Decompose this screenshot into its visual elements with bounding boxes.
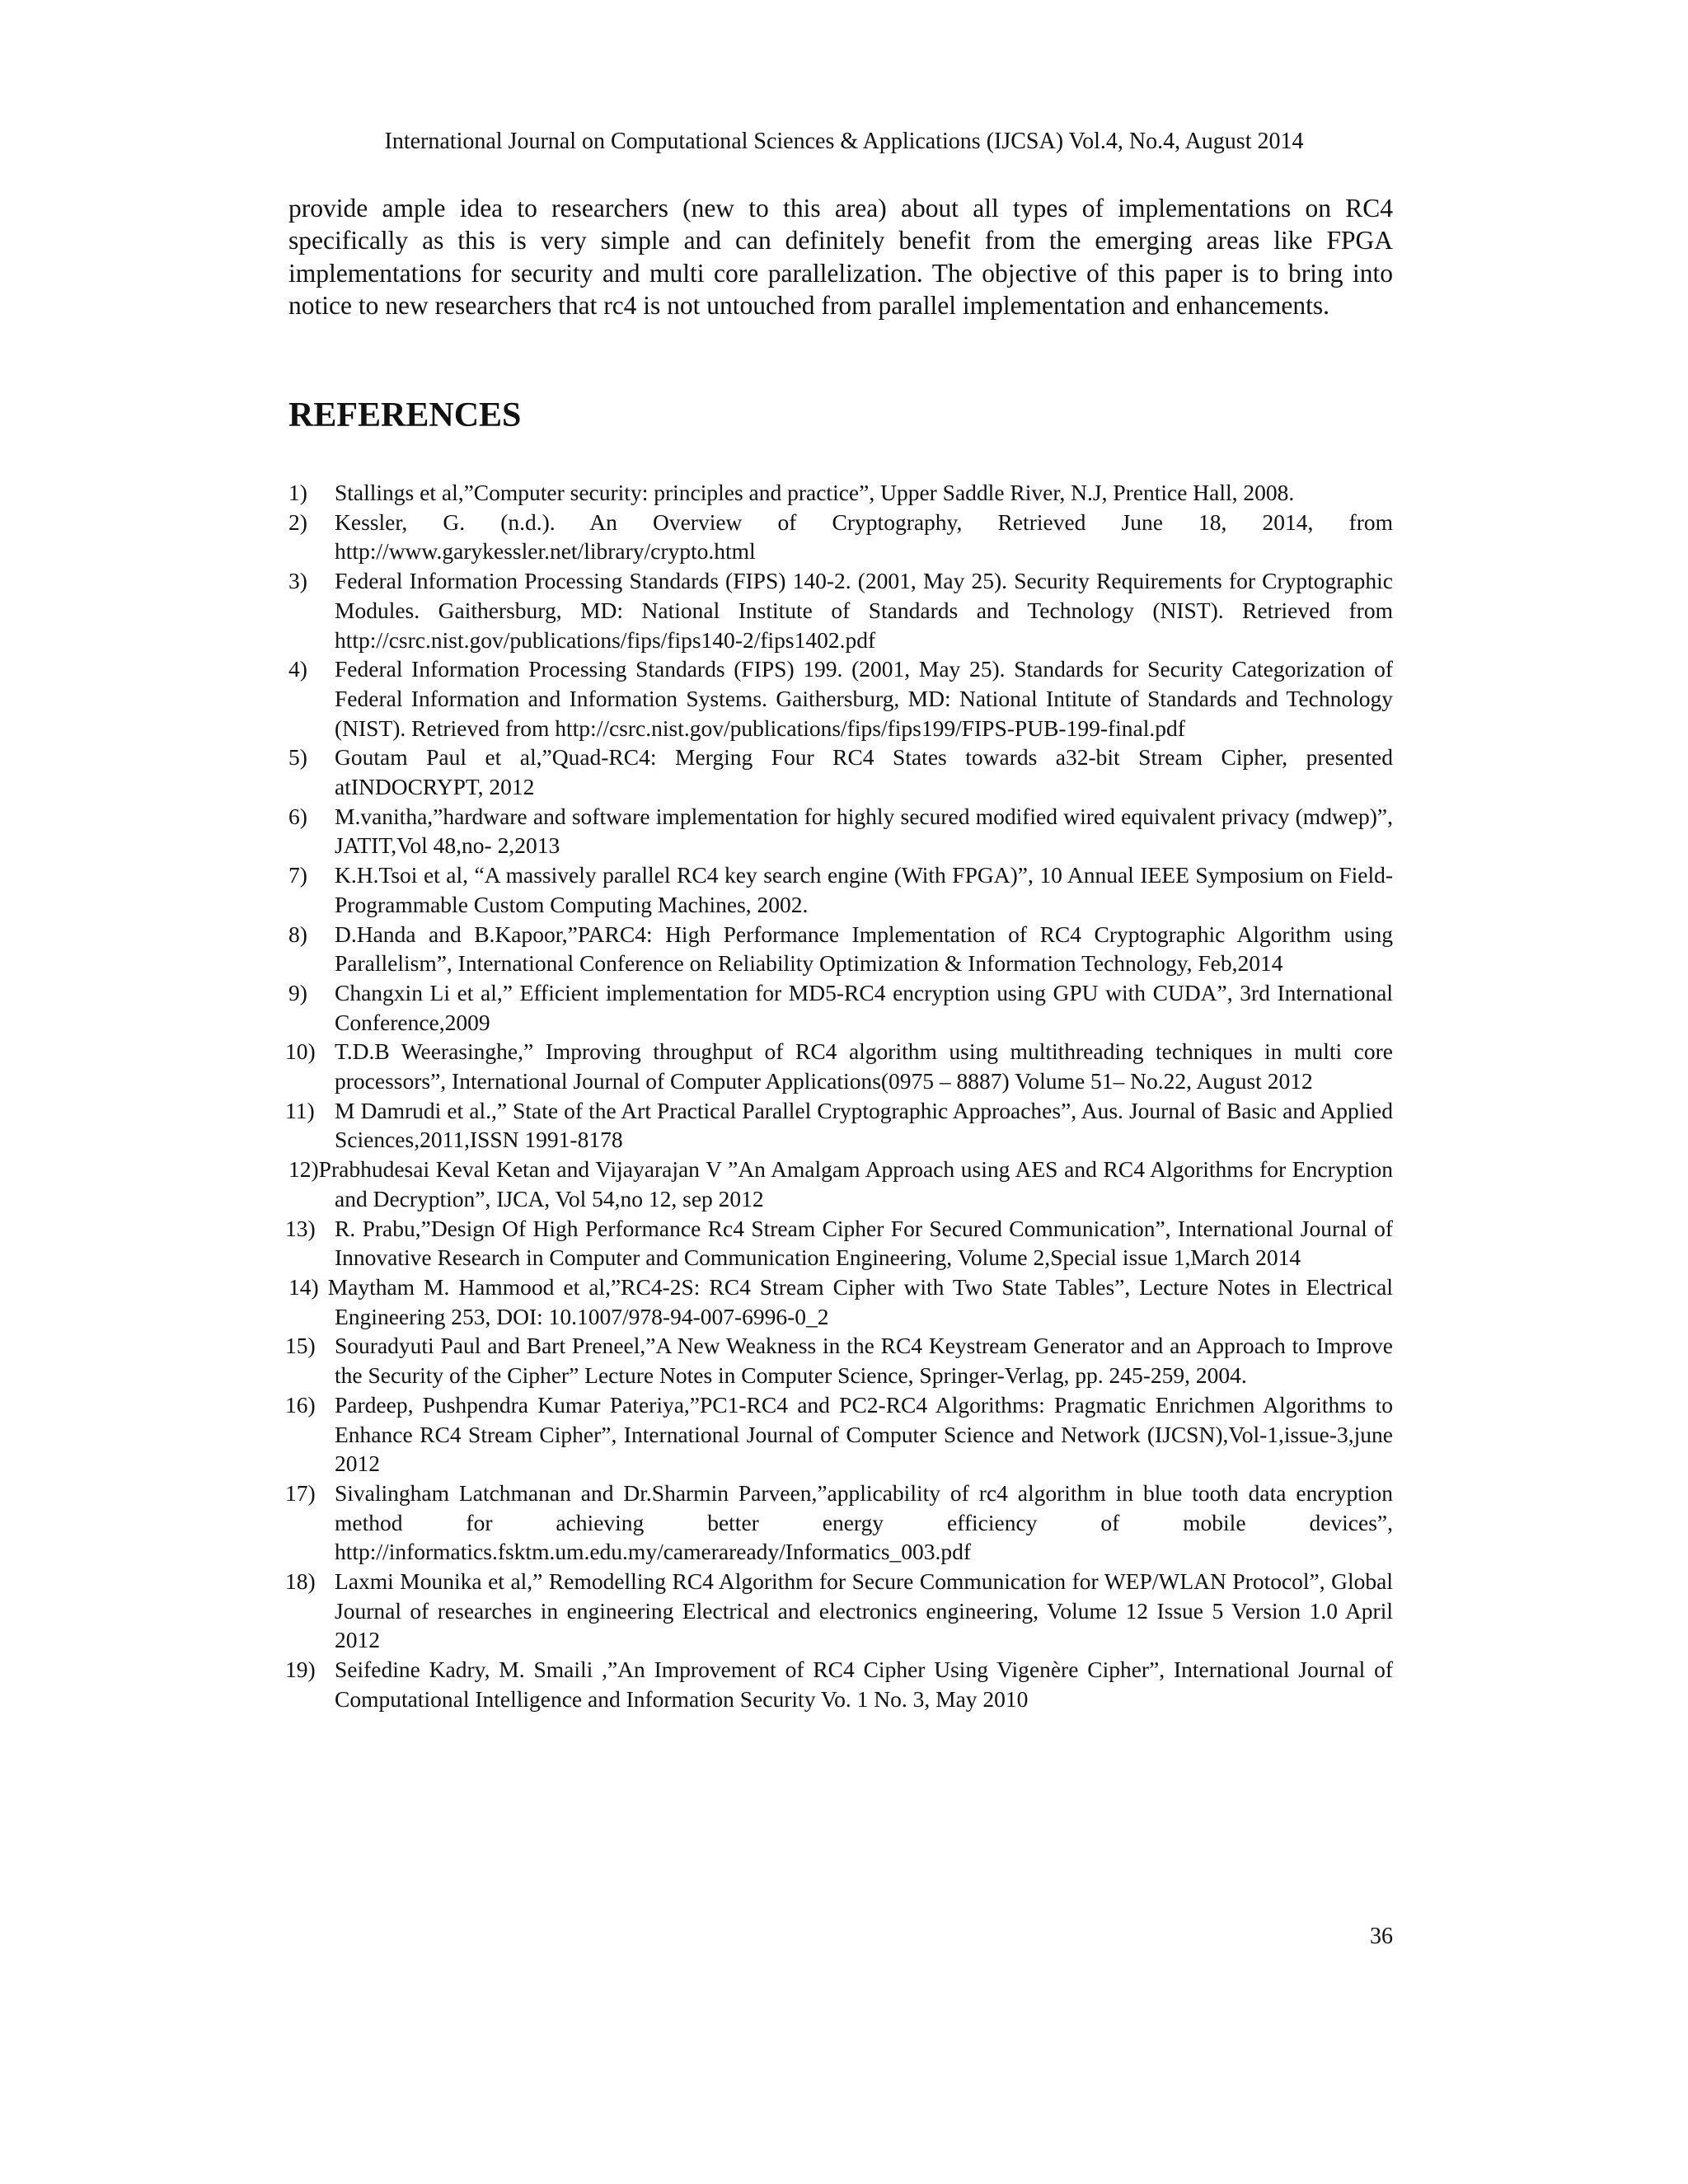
- reference-item: [288, 920, 1393, 978]
- reference-text: Federal Information Processing Standards (FIPS) 199. (2001, May 25). Standards for Security Categorization of Federal Information and Information Systems. Gaithersburg, MD: National Intitute of Standards and Technology (NIST). Retrieved from http://csrc.nist.gov/publications/fips/fips199/FIPS-PUB-199-final.pdf: [335, 656, 1393, 741]
- reference-number: 18): [285, 1568, 316, 1595]
- intro-section: [288, 192, 1393, 322]
- references-list: [285, 478, 1394, 1714]
- reference-number: 9): [288, 979, 307, 1005]
- reference-item: [285, 1331, 1393, 1390]
- reference-item: [285, 1390, 1393, 1479]
- reference-item: [285, 1567, 1393, 1655]
- reference-item: [288, 1272, 1393, 1331]
- reference-text: R. Prabu,”Design Of High Performance Rc4 Stream Cipher For Secured Communication”, International Journal of Innovative Research in Computer and Communication Engineering, Volume 2,Special issue 1,March 2014: [335, 1215, 1393, 1271]
- reference-item: [288, 802, 1393, 860]
- reference-item: [285, 1037, 1393, 1095]
- reference-text: Kessler, G. (n.d.). An Overview of Cryptography, Retrieved June 18, 2014, from http://www.garykessler.net/library/crypto.html: [335, 509, 1393, 565]
- reference-text: Prabhudesai Keval Ketan and Vijayarajan V ”An Amalgam Approach using AES and RC4 Algorithms for Encryption and Decryption”, IJCA, Vol 54,no 12, sep 2012: [318, 1156, 1393, 1212]
- reference-text: Seifedine Kadry, M. Smaili ,”An Improvement of RC4 Cipher Using Vigenère Cipher”, International Journal of Computational Intelligence and Information Security Vo. 1 No. 3, May 2010: [335, 1657, 1393, 1712]
- reference-text: Pardeep, Pushpendra Kumar Pateriya,”PC1-RC4 and PC2-RC4 Algorithms: Pragmatic Enrichmen Algorithms to Enhance RC4 Stream Cipher”, International Journal of Computer Science and Network (IJCSN),Vol-1,issue-3,june 2012: [335, 1391, 1393, 1477]
- reference-item: [288, 1155, 1393, 1213]
- page-number: 36: [1370, 1924, 1393, 1949]
- reference-text: D.Handa and B.Kapoor,”PARC4: High Performance Implementation of RC4 Cryptographic Algorithm using Parallelism”, International Conference on Reliability Optimization & Information Technology, Feb,2014: [335, 921, 1393, 977]
- reference-number: 7): [288, 862, 307, 888]
- reference-number: 14): [288, 1273, 319, 1300]
- reference-number: 17): [285, 1479, 316, 1506]
- reference-number: 1): [288, 480, 307, 505]
- reference-item: [288, 566, 1393, 654]
- reference-number: 2): [288, 509, 307, 535]
- reference-number: 12): [288, 1156, 319, 1183]
- references-heading: REFERENCES: [288, 396, 522, 434]
- reference-text: Sivalingham Latchmanan and Dr.Sharmin Parveen,”applicability of rc4 algorithm in blue tooth data encryption method for achieving better energy efficiency of mobile devices”, http://informatics.fsktm.um.edu.my/cameraready/Informatics_003.pdf: [335, 1479, 1393, 1565]
- reference-item: [285, 1655, 1393, 1713]
- reference-text: Stallings et al,”Computer security: principles and practice”, Upper Saddle River, N.J, Prentice Hall, 2008.: [335, 480, 1295, 505]
- reference-item: [288, 978, 1393, 1037]
- reference-number: 11): [285, 1097, 315, 1123]
- reference-item: [288, 860, 1393, 919]
- reference-text: Goutam Paul et al,”Quad-RC4: Merging Four RC4 States towards a32-bit Stream Cipher, presented atINDOCRYPT, 2012: [335, 744, 1393, 800]
- reference-text: Federal Information Processing Standards (FIPS) 140-2. (2001, May 25). Security Requirements for Cryptographic Modules. Gaithersburg, MD: National Institute of Standards and Technology (NIST). Retrieved from http://csrc.nist.gov/publications/fips/fips140-2/fips1402.pdf: [335, 568, 1393, 653]
- reference-text: Changxin Li et al,” Efficient implementation for MD5-RC4 encryption using GPU with CUDA”, 3rd International Conference,2009: [335, 979, 1393, 1035]
- reference-text: Souradyuti Paul and Bart Preneel,”A New Weakness in the RC4 Keystream Generator and an Approach to Improve the Security of the Cipher” Lecture Notes in Computer Science, Springer-Verlag, pp. 245-259, 2004.: [335, 1333, 1393, 1389]
- reference-text: T.D.B Weerasinghe,” Improving throughput of RC4 algorithm using multithreading techniques in multi core processors”, International Journal of Computer Applications(0975 – 8887) Volume 51– No.22, August 2012: [335, 1038, 1393, 1094]
- reference-text: K.H.Tsoi et al, “A massively parallel RC4 key search engine (With FPGA)”, 10 Annual IEEE Symposium on Field-Programmable Custom Computing Machines, 2002.: [335, 862, 1393, 917]
- reference-item: [288, 508, 1393, 566]
- reference-item: [285, 1214, 1393, 1272]
- intro-paragraph: provide ample idea to researchers (new to this area) about all types of implementations on RC4 specifically as this is very simple and can definitely benefit from the emerging areas like FPGA implementations for security and multi core parallelization. The objective of this paper is to bring into notice to new researchers that rc4 is not untouched from parallel implementation and enhancements.: [288, 194, 1393, 321]
- reference-number: 6): [288, 803, 307, 829]
- reference-number: 16): [285, 1391, 316, 1418]
- reference-item: [288, 478, 1393, 508]
- reference-number: 10): [285, 1038, 316, 1065]
- reference-text: M.vanitha,”hardware and software implementation for highly secured modified wired equivalent privacy (mdwep)”, JATIT,Vol 48,no- 2,2013: [335, 803, 1393, 859]
- reference-item: [285, 1096, 1393, 1155]
- reference-number: 3): [288, 568, 307, 594]
- reference-number: 8): [288, 921, 307, 947]
- reference-number: 15): [285, 1333, 316, 1359]
- reference-text: M Damrudi et al.,” State of the Art Practical Parallel Cryptographic Approaches”, Aus. Journal of Basic and Applied Sciences,2011,ISSN 1991-8178: [335, 1097, 1393, 1153]
- reference-item: [288, 743, 1393, 801]
- running-header: International Journal on Computational Sciences & Applications (IJCSA) Vol.4, No.4, August 2014: [384, 129, 1304, 154]
- reference-text: Laxmi Mounika et al,” Remodelling RC4 Algorithm for Secure Communication for WEP/WLAN Protocol”, Global Journal of researches in engineering Electrical and electronics engineering, Volume 12 Issue 5 Version 1.0 April 2012: [335, 1568, 1393, 1653]
- reference-number: 19): [285, 1657, 316, 1683]
- reference-item: [288, 654, 1393, 743]
- reference-item: [285, 1479, 1393, 1567]
- reference-number: 13): [285, 1215, 316, 1241]
- reference-number: 5): [288, 744, 307, 771]
- reference-text: Maytham M. Hammood et al,”RC4-2S: RC4 Stream Cipher with Two State Tables”, Lecture Notes in Electrical Engineering 253, DOI: 10.1007/978-94-007-6996-0_2: [327, 1273, 1394, 1329]
- reference-number: 4): [288, 656, 307, 682]
